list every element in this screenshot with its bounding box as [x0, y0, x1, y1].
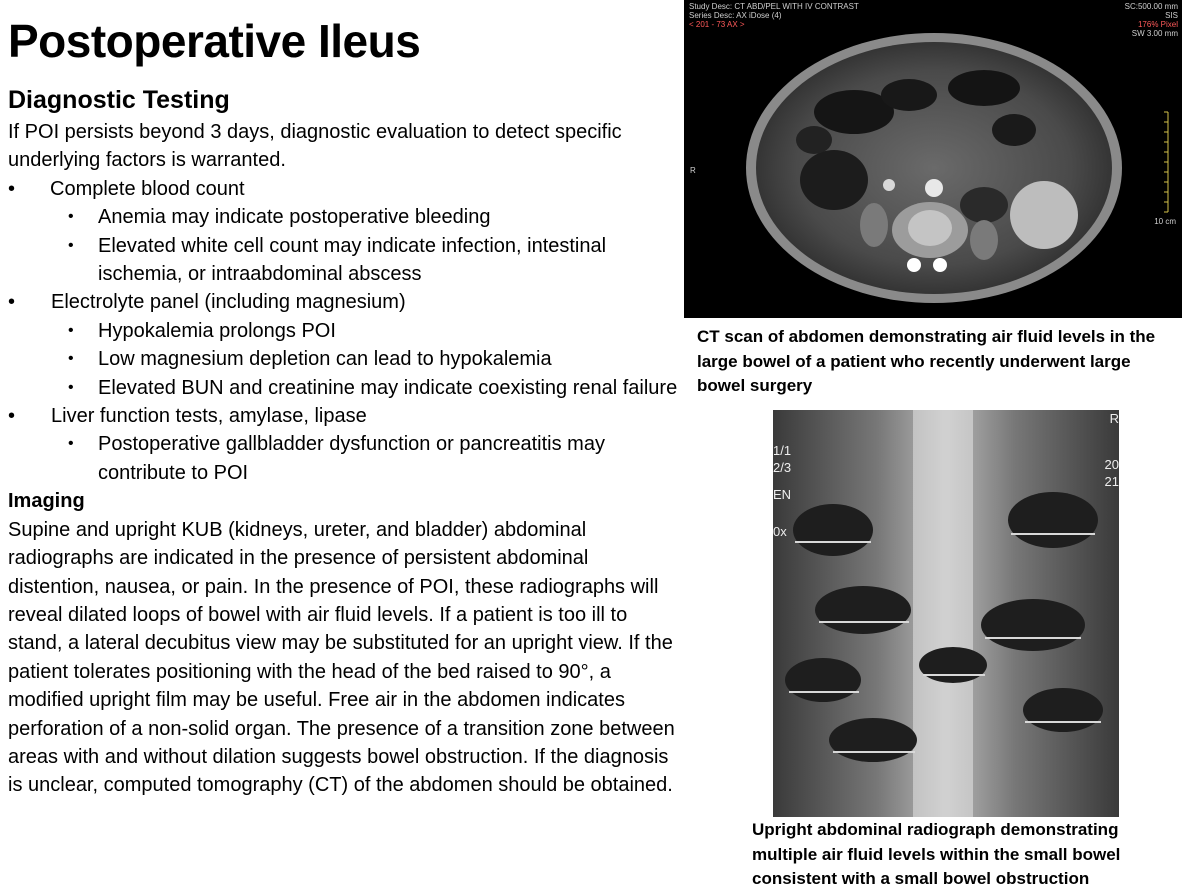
ct-overlay-right: [1125, 2, 1178, 38]
ct-overlay-text: SIS: [1165, 11, 1178, 20]
ct-scale-label: 10 cm: [1154, 217, 1176, 226]
xray-drawing: [773, 410, 1119, 817]
xray-overlay-text: EN: [773, 487, 792, 502]
xray-overlay-text: 20: [1104, 457, 1119, 472]
test-item-electrolytes: • Electrolyte panel (including magnesium): [8, 288, 680, 316]
ct-overlay-text: Study Desc: CT ABD/PEL WITH IV CONTRAST: [689, 2, 859, 11]
xray-caption: Upright abdominal radiograph demonstrating multiple air fluid levels within the small bowel consistent with a small bowel obstruction: [752, 820, 1121, 888]
test-point: • Postoperative gallbladder dysfunction or pancreatitis may contribute to POI: [8, 430, 680, 487]
xray-overlay-text: 0x: [773, 524, 787, 539]
xray-overlay-text: 1/1: [773, 443, 792, 458]
test-point: • Low magnesium depletion can lead to hypokalemia: [8, 345, 680, 373]
ct-overlay-text: Series Desc: AX iDose (4): [689, 11, 782, 20]
page-title: Postoperative Ileus: [8, 15, 421, 67]
section-heading: Diagnostic Testing: [8, 86, 230, 114]
test-point: • Anemia may indicate postoperative bleeding: [8, 203, 680, 231]
xray-overlay-text: 2/3: [773, 460, 792, 475]
imaging-heading: Imaging: [8, 490, 85, 513]
ct-side-label: R: [690, 166, 696, 175]
imaging-paragraph: Supine and upright KUB (kidneys, ureter, and bladder) abdominal radiographs are indicated in the presence of persistent abdominal distention, nausea, or pain. In the presence of POI, these radiographs will reveal dilated loops of bowel with air fluid levels. If a patient is too ill to stand, a lateral decubitus view may be substituted for an upright view. If the patient tolerates positioning with the head of the bed raised to 90°, a modified upright film may be useful. Free air in the abdomen indicates perforation of a non-solid organ. The presence of a transition zone between areas with and without dilation suggests bowel obstruction. If the diagnosis is unclear, computed tomography (CT) of the abdomen should be obtained.: [8, 518, 675, 797]
body-text: [8, 118, 680, 800]
test-point: • Elevated white cell count may indicate infection, intestinal ischemia, or intraabdominal abscess: [8, 232, 680, 289]
test-point: • Hypokalemia prolongs POI: [8, 317, 680, 345]
test-point: • Elevated BUN and creatinine may indicate coexisting renal failure: [8, 374, 680, 402]
xray-overlay-text: 21: [1104, 474, 1119, 489]
ct-caption: CT scan of abdomen demonstrating air fluid levels in the large bowel of a patient who recently underwent large bowel surgery: [697, 327, 1156, 395]
ct-overlay-text: 176% Pixel: [1137, 20, 1178, 29]
ct-overlay-text: SC:500.00 mm: [1124, 2, 1178, 11]
test-item-cbc: • Complete blood count: [8, 175, 680, 203]
xray-overlay-left: [773, 442, 791, 540]
xray-image: [773, 410, 1119, 817]
ct-scan-drawing: [684, 0, 1182, 318]
ct-overlay-text: < 201 - 73 AX >: [689, 20, 745, 29]
ct-overlay-text: SW 3.00 mm: [1131, 29, 1178, 38]
xray-overlay-text: R: [1109, 411, 1119, 426]
intro-paragraph: If POI persists beyond 3 days, diagnostic evaluation to detect specific underlying factors is warranted.: [8, 121, 622, 172]
ct-scan-image: [684, 0, 1182, 318]
ct-overlay-left: [689, 2, 859, 29]
xray-overlay-right: [1105, 410, 1119, 490]
test-item-liver: • Liver function tests, amylase, lipase: [8, 402, 680, 430]
